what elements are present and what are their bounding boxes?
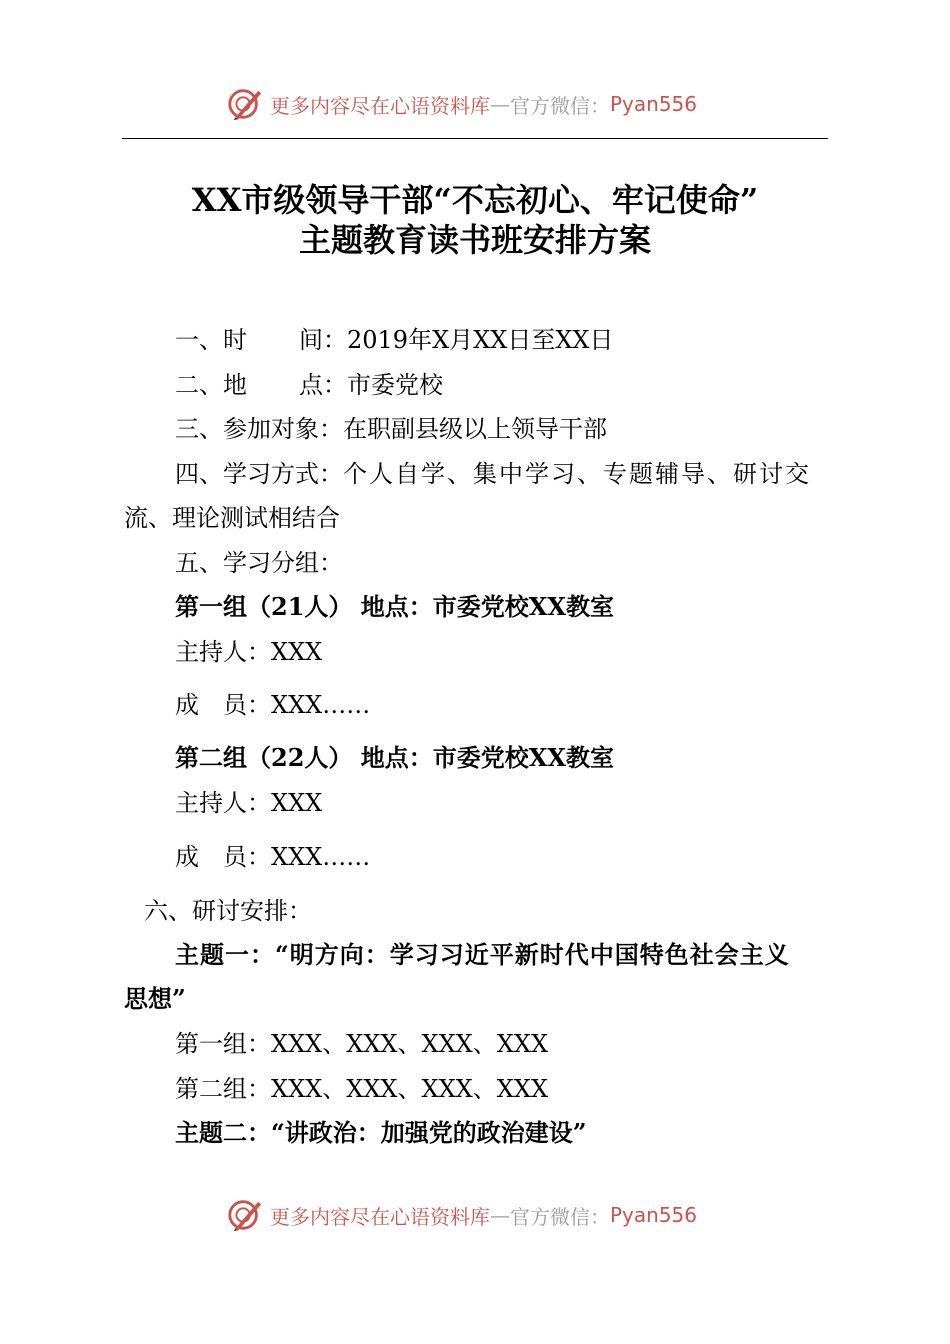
document-title-line1: XX市级领导干部“不忘初心、牢记使命” <box>191 181 759 219</box>
watermark-wechat-id: Pyan556 <box>610 1203 698 1227</box>
group2-host: 主持人：XXX <box>175 789 323 817</box>
pen-logo-icon <box>226 85 264 123</box>
header-divider <box>122 138 828 139</box>
group1-heading: 第一组（21人） 地点：市委党校XX教室 <box>175 592 614 621</box>
watermark-wechat-label: 官方微信： <box>510 1204 610 1229</box>
watermark-wechat-id: Pyan556 <box>610 92 698 116</box>
item-target-value: 在职副县级以上领导干部 <box>343 415 607 443</box>
item-place-label-b: 点： <box>299 371 347 399</box>
item-target <box>175 414 607 444</box>
groups-heading: 五、学习分组： <box>175 549 343 577</box>
seminar-heading: 六、研讨安排： <box>144 897 312 925</box>
item-method-continued: 流、理论测试相结合 <box>124 504 340 532</box>
watermark-dash: — <box>490 1203 510 1227</box>
group2-members-b: 员：XXX…… <box>223 843 371 871</box>
group1-members-a: 成 <box>175 691 199 719</box>
item-target-label: 三、参加对象： <box>175 415 343 443</box>
watermark-text: 更多内容尽在心语资料库 <box>270 1204 490 1229</box>
group1-members-b: 员：XXX…… <box>223 691 371 719</box>
item-time-value: 2019年X月XX日至XX日 <box>347 326 614 354</box>
group1-host: 主持人：XXX <box>175 638 323 666</box>
item-method-label: 四、学习方式： <box>175 460 343 488</box>
pen-logo-icon <box>226 1196 264 1234</box>
topic1-group1: 第一组：XXX、XXX、XXX、XXX <box>175 1030 549 1058</box>
item-method-value: 个人自学、集中学习、专题辅导、研讨交 <box>343 460 811 488</box>
item-place-value: 市委党校 <box>347 371 443 399</box>
group2-members-a: 成 <box>175 843 199 871</box>
item-time-label-b: 间： <box>299 326 347 354</box>
group1-members <box>175 690 370 720</box>
watermark-dash: — <box>490 92 510 116</box>
group2-heading: 第二组（22人） 地点：市委党校XX教室 <box>175 743 614 772</box>
item-place <box>175 370 443 400</box>
item-method <box>175 459 811 489</box>
watermark-text: 更多内容尽在心语资料库 <box>270 93 490 118</box>
item-place-label-a: 二、地 <box>175 371 247 399</box>
group2-members <box>175 842 370 872</box>
topic1-title: 主题一：“明方向：学习习近平新时代中国特色社会主义 <box>175 940 790 969</box>
document-title-line2: 主题教育读书班安排方案 <box>298 221 651 259</box>
topic1-group2: 第二组：XXX、XXX、XXX、XXX <box>175 1075 549 1103</box>
item-time-label-a: 一、时 <box>175 326 247 354</box>
footer-watermark <box>0 1195 950 1235</box>
item-time <box>175 325 614 355</box>
topic1-title-continued: 思想” <box>124 984 186 1013</box>
topic2-title: 主题二：“讲政治：加强党的政治建设” <box>175 1118 587 1147</box>
header-watermark <box>0 84 950 124</box>
watermark-wechat-label: 官方微信： <box>510 93 610 118</box>
